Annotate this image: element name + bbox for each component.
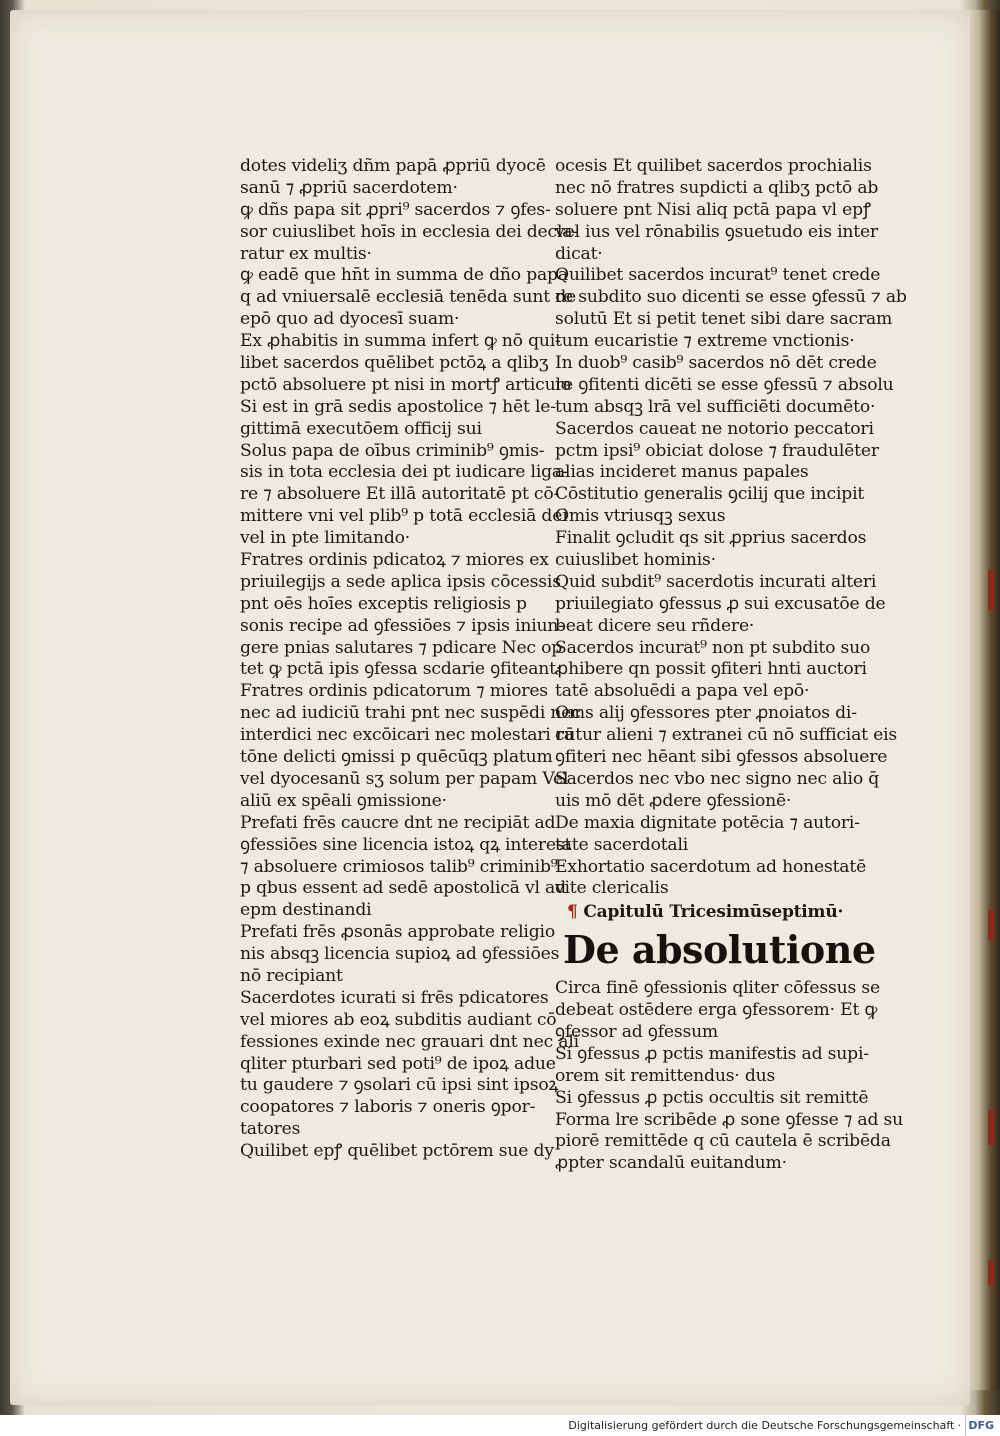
- text-line: tu gaudere ⁊ ꝯsolari cū ipsi sint ipsoꝝ: [240, 1075, 559, 1096]
- text-line: cūtur alieni ⁊ extranei cū nō sufficiat eis: [555, 725, 898, 746]
- text-line: ꝓpter scandalū euitandum·: [555, 1153, 787, 1174]
- text-line: re ⁊ absoluere Et illā autoritatē pt cō-: [240, 484, 560, 505]
- text-line: pctō absoluere pt nisi in mortꝭ articulo: [240, 374, 571, 395]
- text-line: ꝯfiteri nec hēant sibi ꝯfessos absoluere: [555, 747, 888, 768]
- text-line: epō quo ad dyocesī suam·: [240, 309, 460, 330]
- text-line: Sacerdos nec vbo nec signo nec alio q̄: [555, 768, 880, 789]
- text-line: Cōstitutio generalis ꝯcilij que incipit: [555, 484, 865, 505]
- text-line: tet ꝙ pctā ipis ꝯfessa scdarie ꝯfiteant·: [240, 659, 562, 680]
- text-line: gittimā executōem officij sui: [240, 418, 482, 439]
- right-column-bottom: [555, 978, 904, 1175]
- rubric-edge-mark: [988, 570, 994, 610]
- text-line: Omis vtriusqꝫ sexus: [555, 506, 726, 527]
- text-line: Sacerdotes icurati si frēs pdicatores: [240, 987, 549, 1008]
- text-line: qliter pturbari sed poti⁹ de ipoꝝ adue: [240, 1053, 556, 1074]
- text-line: Forma lre scribēde ꝓ sone ꝯfesse ⁊ ad su: [555, 1109, 904, 1130]
- rubric-edge-mark: [988, 910, 994, 940]
- text-line: tōne delicti ꝯmissi p quēcūqꝫ platum: [240, 747, 553, 768]
- text-line: p qbus essent ad sedē apostolicā vl ad: [240, 878, 566, 899]
- text-line: gere pnias salutares ⁊ pdicare Nec op: [240, 637, 563, 658]
- text-line: Circa finē ꝯfessionis qliter cōfessus se: [555, 978, 880, 999]
- text-line: tum eucaristie ⁊ extreme vnctionis·: [555, 331, 855, 352]
- text-line: re subdito suo dicenti se esse ꝯfessū ⁊ ab: [555, 287, 907, 308]
- text-line: Solus papa de oībus criminib⁹ ꝯmis-: [240, 440, 545, 461]
- text-line: De maxia dignitate potēcia ⁊ autori-: [555, 812, 860, 833]
- text-line: sanū ⁊ ꝓpriū sacerdotem·: [240, 177, 458, 198]
- text-line: vel ius vel rōnabilis ꝯsuetudo eis inter: [555, 221, 878, 242]
- text-line: uis mō dēt ꝓdere ꝯfessionē·: [555, 790, 792, 811]
- text-line: sonis recipe ad ꝯfessiōes ⁊ ipsis iniun-: [240, 615, 564, 636]
- text-line: Sacerdos caueat ne notorio peccatori: [555, 418, 874, 439]
- text-line: In duob⁹ casib⁹ sacerdos nō dēt crede: [555, 353, 877, 374]
- text-line: pnt oēs hoīes exceptis religiosis p: [240, 593, 527, 614]
- text-line: sis in tota ecclesia dei pt iudicare liga-: [240, 462, 568, 483]
- text-line: priuilegijs a sede aplica ipsis cōcessis: [240, 571, 561, 592]
- text-line: Fratres ordinis pdicatorum ⁊ miores: [240, 681, 548, 702]
- text-line: vite clericalis: [555, 878, 669, 899]
- text-line: Prefati frēs ꝓsonās approbate religio: [240, 922, 555, 943]
- text-line: Sacerdos incurat⁹ non pt subdito suo: [555, 637, 871, 658]
- text-line: libet sacerdos quēlibet pctōꝝ a qlibʒ: [240, 353, 549, 374]
- text-line: vel in pte limitando·: [240, 528, 411, 549]
- text-line: coopatores ⁊ laboris ⁊ oneris ꝯpor-: [240, 1097, 536, 1118]
- text-line: sor cuiuslibet hoīs in ecclesia dei decla-: [240, 221, 578, 242]
- text-line: piorē remittēde q cū cautela ē scribēda: [555, 1131, 891, 1152]
- text-line: priuilegiato ꝯfessus ꝓ sui excusatōe de: [555, 593, 886, 614]
- text-line: ꝓhibere qn possit ꝯfiteri hnti auctori: [555, 659, 867, 680]
- text-line: interdici nec excōicari nec molestari ra: [240, 725, 574, 746]
- text-line: nec ad iudiciū trahi pnt nec suspēdi nec: [240, 703, 581, 724]
- text-line: re ꝯfitenti dicēti se esse ꝯfessū ⁊ absolu: [555, 374, 894, 395]
- rubric-edge-mark: [988, 1110, 994, 1145]
- dfg-logo: DFG: [965, 1415, 1000, 1436]
- text-line: tatores: [240, 1119, 301, 1140]
- text-line: debeat ostēdere erga ꝯfessorem· Et ꝙ: [555, 1000, 878, 1021]
- text-line: Prefati frēs caucre dnt ne recipiāt ad: [240, 812, 556, 833]
- text-line: fessiones exinde nec grauari dnt nec ali: [240, 1031, 579, 1052]
- text-line: epm destinandi: [240, 900, 372, 921]
- text-line: vel miores ab eoꝝ subditis audiant cō: [240, 1009, 557, 1030]
- text-line: aliū ex spēali ꝯmissione·: [240, 790, 447, 811]
- pilcrow-mark: ¶: [567, 902, 578, 923]
- text-line: ocesis Et quilibet sacerdos prochialis: [555, 156, 872, 176]
- text-line: ⁊ absoluere crimiosos talib⁹ criminib⁹: [240, 856, 558, 877]
- text-line: orem sit remittendus· dus: [555, 1065, 776, 1086]
- text-line: ꝙ dñs papa sit ꝓpri⁹ sacerdos ⁊ ꝯfes-: [240, 199, 551, 220]
- text-line: Quilibet epꝭ quēlibet pctōrem sue dy: [240, 1141, 554, 1162]
- text-line: vel dyocesanū sʒ solum per papam Vel: [240, 768, 569, 789]
- next-page-edge: [970, 10, 1000, 1390]
- section-heading: De absolutione: [563, 927, 876, 973]
- text-line: pctm ipsi⁹ obiciat dolose ⁊ fraudulēter: [555, 440, 879, 461]
- text-line: solutū Et si petit tenet sibi dare sacram: [555, 309, 893, 330]
- text-line: tate sacerdotali: [555, 834, 689, 855]
- text-line: tatē absoluēdi a papa vel epō·: [555, 681, 810, 702]
- text-line: ꝯfessiōes sine licencia istoꝝ qꝝ interest: [240, 834, 572, 855]
- text-line: Si ꝯfessus ꝓ pctis occultis sit remittē: [555, 1087, 869, 1108]
- text-line: cuiuslibet hominis·: [555, 550, 716, 571]
- text-line: alias incideret manus papales: [555, 462, 809, 483]
- text-line: ꝙ eadē que hn̄t in summa de dño papa: [240, 265, 568, 286]
- text-line: soluere pnt Nisi aliq pctā papa vl epꝭ: [555, 199, 871, 220]
- text-line: Si ꝯfessus ꝓ pctis manifestis ad supi-: [555, 1043, 869, 1064]
- text-line: dicat·: [555, 243, 603, 264]
- chapter-title-text: Capitulū Tricesimūseptimū·: [583, 902, 844, 923]
- left-text-column: [240, 156, 581, 1163]
- text-line: nec nō fratres supdicti a qlibʒ pctō ab: [555, 177, 879, 198]
- text-line: Quilibet sacerdos incurat⁹ tenet crede: [555, 265, 881, 286]
- text-line: nō recipiant: [240, 965, 343, 986]
- text-line: Exhortatio sacerdotum ad honestatē: [555, 856, 867, 877]
- digitization-footer: [0, 1415, 1000, 1436]
- text-line: Fratres ordinis pdicatoꝝ ⁊ miores ex: [240, 550, 549, 571]
- chapter-title: [567, 902, 860, 924]
- text-line: Ex ꝓhabitis in summa infert ꝙ nō qui-: [240, 331, 561, 352]
- text-line: tum absqꝫ lrā vel sufficiēti documēto·: [555, 396, 876, 417]
- footer-credit: Digitalisierung gefördert durch die Deutsche Forschungsgemeinschaft ·: [568, 1419, 962, 1432]
- text-line: beat dicere seu rñdere·: [555, 615, 755, 636]
- right-column-top: [555, 156, 907, 900]
- text-line: q ad vniuersalē ecclesiā tenēda sunt de: [240, 287, 576, 308]
- rubric-edge-mark: [988, 1260, 994, 1285]
- text-line: Oms alij ꝯfessores pter ꝓnoiatos di-: [555, 703, 857, 724]
- text-line: nis absqꝫ licencia supioꝝ ad ꝯfessiōes: [240, 944, 560, 965]
- right-text-column: [555, 156, 907, 1175]
- text-line: Quid subdit⁹ sacerdotis incurati alteri: [555, 571, 877, 592]
- text-line: dotes videliʒ dñm papā ꝓpriū dyocē: [240, 156, 546, 176]
- text-line: Finalit ꝯcludit qs sit ꝓprius sacerdos: [555, 528, 867, 549]
- text-line: ꝯfessor ad ꝯfessum: [555, 1021, 719, 1042]
- text-line: ratur ex multis·: [240, 243, 372, 264]
- text-line: Si est in grā sedis apostolice ⁊ hēt le-: [240, 396, 556, 417]
- text-line: mittere vni vel plib⁹ p totā ecclesiā dei: [240, 506, 568, 527]
